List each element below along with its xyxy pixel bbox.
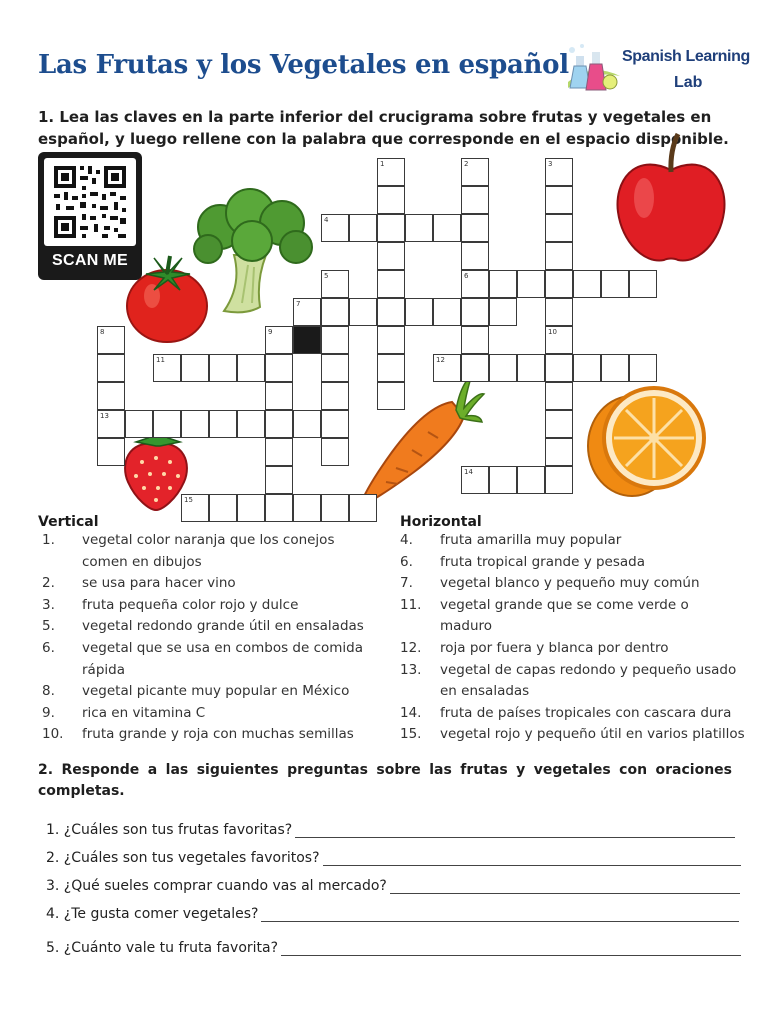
crossword-cell[interactable] xyxy=(461,242,489,270)
crossword-cell[interactable] xyxy=(433,214,461,242)
crossword-clue-number: 15 xyxy=(184,496,193,504)
crossword-cell[interactable] xyxy=(97,382,125,410)
clue-item: 5. vegetal redondo grande útil en ensaladas xyxy=(42,618,364,635)
clue-item: 14. fruta de países tropicales con cascara dura xyxy=(400,704,732,721)
crossword-cell[interactable] xyxy=(321,354,349,382)
crossword-cell[interactable] xyxy=(545,270,573,298)
question-row xyxy=(46,850,741,866)
crossword-cell[interactable] xyxy=(321,438,349,466)
clue-item: 13. vegetal de capas redondo y pequeño usado en ensaladas xyxy=(400,661,737,700)
crossword-cell[interactable] xyxy=(545,466,573,494)
clue-item: 9. rica en vitamina C xyxy=(42,704,206,721)
crossword-cell[interactable] xyxy=(377,270,405,298)
crossword-clue-number: 2 xyxy=(464,160,469,168)
crossword-clue-number: 3 xyxy=(548,160,553,168)
crossword-cell[interactable] xyxy=(517,270,545,298)
clue-item: 6. vegetal que se usa en combos de comida rápida xyxy=(42,639,364,678)
page-title: Las Frutas y los Vegetales en español xyxy=(38,50,569,80)
crossword-cell[interactable] xyxy=(377,242,405,270)
crossword-cell[interactable] xyxy=(461,298,489,326)
crossword-cell[interactable] xyxy=(237,410,265,438)
crossword-clue-number: 7 xyxy=(296,300,301,308)
crossword-cell[interactable] xyxy=(321,494,349,522)
crossword-cell[interactable] xyxy=(321,410,349,438)
crossword-cell[interactable] xyxy=(265,438,293,466)
crossword-clue-number: 9 xyxy=(268,328,273,336)
crossword-cell[interactable] xyxy=(629,270,657,298)
horizontal-clue-list xyxy=(400,530,745,746)
crossword-cell[interactable] xyxy=(377,298,405,326)
crossword-cell[interactable] xyxy=(237,354,265,382)
crossword-cell[interactable] xyxy=(321,298,349,326)
clue-item: 6. fruta tropical grande y pesada xyxy=(400,553,645,570)
crossword-cell[interactable] xyxy=(321,326,349,354)
crossword-cell[interactable] xyxy=(321,382,349,410)
clue-item: 7. vegetal blanco y pequeño muy común xyxy=(400,575,700,592)
crossword-clue-number: 10 xyxy=(548,328,557,336)
crossword-cell[interactable] xyxy=(265,382,293,410)
crossword-cell[interactable] xyxy=(349,494,377,522)
crossword-cell[interactable] xyxy=(349,298,377,326)
crossword-cell[interactable] xyxy=(489,270,517,298)
answer-line[interactable] xyxy=(281,932,741,956)
crossword-cell[interactable] xyxy=(181,410,209,438)
horizontal-heading: Horizontal xyxy=(400,514,482,530)
crossword-clue-number: 1 xyxy=(380,160,385,168)
crossword-cell[interactable] xyxy=(377,214,405,242)
question-text: 5. ¿Cuánto vale tu fruta favorita? xyxy=(46,940,279,956)
crossword-cell[interactable] xyxy=(405,298,433,326)
crossword-cell[interactable] xyxy=(489,466,517,494)
crossword-cell[interactable] xyxy=(629,354,657,382)
crossword-cell[interactable] xyxy=(265,494,293,522)
crossword-cell[interactable] xyxy=(573,270,601,298)
qr-scan-label: SCAN ME xyxy=(52,252,128,269)
crossword-cell[interactable] xyxy=(545,242,573,270)
question-text: 3. ¿Qué sueles comprar cuando vas al mercado? xyxy=(46,878,387,894)
crossword-clue-number: 14 xyxy=(464,468,473,476)
crossword-cell[interactable] xyxy=(377,354,405,382)
question-row xyxy=(46,932,741,956)
crossword-clue-number: 8 xyxy=(100,328,105,336)
answer-line[interactable] xyxy=(323,850,741,866)
crossword-cell[interactable] xyxy=(545,382,573,410)
question-text: 2. ¿Cuáles son tus vegetales favoritos? xyxy=(46,850,320,866)
crossword-cell[interactable] xyxy=(601,354,629,382)
crossword-clue-number: 4 xyxy=(324,216,329,224)
instruction-part-2: 2. Responde a las siguientes preguntas sobre las frutas y vegetales con oraciones completas. xyxy=(38,762,732,799)
crossword-cell[interactable] xyxy=(461,354,489,382)
crossword-clue-number: 13 xyxy=(100,412,109,420)
clue-item: 15. vegetal rojo y pequeño útil en varios platillos xyxy=(400,726,745,743)
crossword-clue-number: 5 xyxy=(324,272,329,280)
clue-item: 1. vegetal color naranja que los conejos comen en dibujos xyxy=(42,532,335,570)
instruction-part-1: 1. Lea las claves en la parte inferior del crucigrama sobre frutas y vegetales en español, y luego rellene con la palabra que corresponde en el espacio disponible. xyxy=(38,108,729,148)
crossword-cell[interactable] xyxy=(97,354,125,382)
vertical-heading: Vertical xyxy=(38,514,99,530)
crossword-clue-number: 11 xyxy=(156,356,165,364)
clue-item: 8. vegetal picante muy popular en México xyxy=(42,683,350,700)
clue-item: 4. fruta amarilla muy popular xyxy=(400,532,622,548)
crossword-cell[interactable] xyxy=(405,214,433,242)
crossword-cell[interactable] xyxy=(349,214,377,242)
crossword-cell[interactable] xyxy=(377,382,405,410)
crossword-cell[interactable] xyxy=(517,466,545,494)
crossword-cell[interactable] xyxy=(125,410,153,438)
crossword-cell[interactable] xyxy=(377,326,405,354)
crossword-cell[interactable] xyxy=(489,298,517,326)
crossword-cell[interactable] xyxy=(489,354,517,382)
crossword-cell[interactable] xyxy=(209,354,237,382)
crossword-cell[interactable] xyxy=(265,410,293,438)
clue-item: 10. fruta grande y roja con muchas semillas xyxy=(42,726,354,743)
crossword-cell[interactable] xyxy=(545,214,573,242)
crossword-cell[interactable] xyxy=(545,186,573,214)
crossword-cell[interactable] xyxy=(181,354,209,382)
clue-item: 2. se usa para hacer vino xyxy=(42,575,236,592)
question-text: 4. ¿Te gusta comer vegetales? xyxy=(46,906,259,922)
crossword-cell[interactable] xyxy=(545,298,573,326)
question-row xyxy=(46,906,739,922)
answer-line[interactable] xyxy=(295,822,735,838)
question-row xyxy=(46,822,735,838)
crossword-cell[interactable] xyxy=(461,186,489,214)
crossword-cell[interactable] xyxy=(237,494,265,522)
clue-item: 11. vegetal grande que se come verde o maduro xyxy=(400,596,689,635)
crossword-black-cell xyxy=(293,326,321,354)
logo-text-lab: Lab xyxy=(674,74,703,91)
crossword-cell[interactable] xyxy=(573,354,601,382)
clue-item: 12. roja por fuera y blanca por dentro xyxy=(400,639,669,656)
question-text: 1. ¿Cuáles son tus frutas favoritas? xyxy=(46,822,293,838)
crossword-cell[interactable] xyxy=(377,186,405,214)
crossword-cell[interactable] xyxy=(461,326,489,354)
crossword-cell[interactable] xyxy=(461,214,489,242)
crossword-cell[interactable] xyxy=(433,298,461,326)
crossword-cell[interactable] xyxy=(545,410,573,438)
crossword-cell[interactable] xyxy=(545,438,573,466)
crossword-cell[interactable] xyxy=(209,410,237,438)
crossword-cell[interactable] xyxy=(265,466,293,494)
crossword-cell[interactable] xyxy=(293,410,321,438)
vertical-clue-list xyxy=(42,530,372,746)
crossword-cell[interactable] xyxy=(265,354,293,382)
crossword-cell[interactable] xyxy=(545,354,573,382)
crossword-cell[interactable] xyxy=(601,270,629,298)
answer-line[interactable] xyxy=(261,906,739,922)
crossword-cell[interactable] xyxy=(517,354,545,382)
crossword-cell[interactable] xyxy=(97,438,125,466)
crossword-clue-number: 12 xyxy=(436,356,445,364)
logo-text: Spanish Learning xyxy=(622,48,750,65)
crossword-cell[interactable] xyxy=(153,410,181,438)
clue-item: 3. fruta pequeña color rojo y dulce xyxy=(42,596,299,613)
crossword-cell[interactable] xyxy=(209,494,237,522)
crossword-clue-number: 6 xyxy=(464,272,469,280)
crossword-cell[interactable] xyxy=(293,494,321,522)
question-row xyxy=(46,878,740,894)
answer-line[interactable] xyxy=(390,878,740,894)
